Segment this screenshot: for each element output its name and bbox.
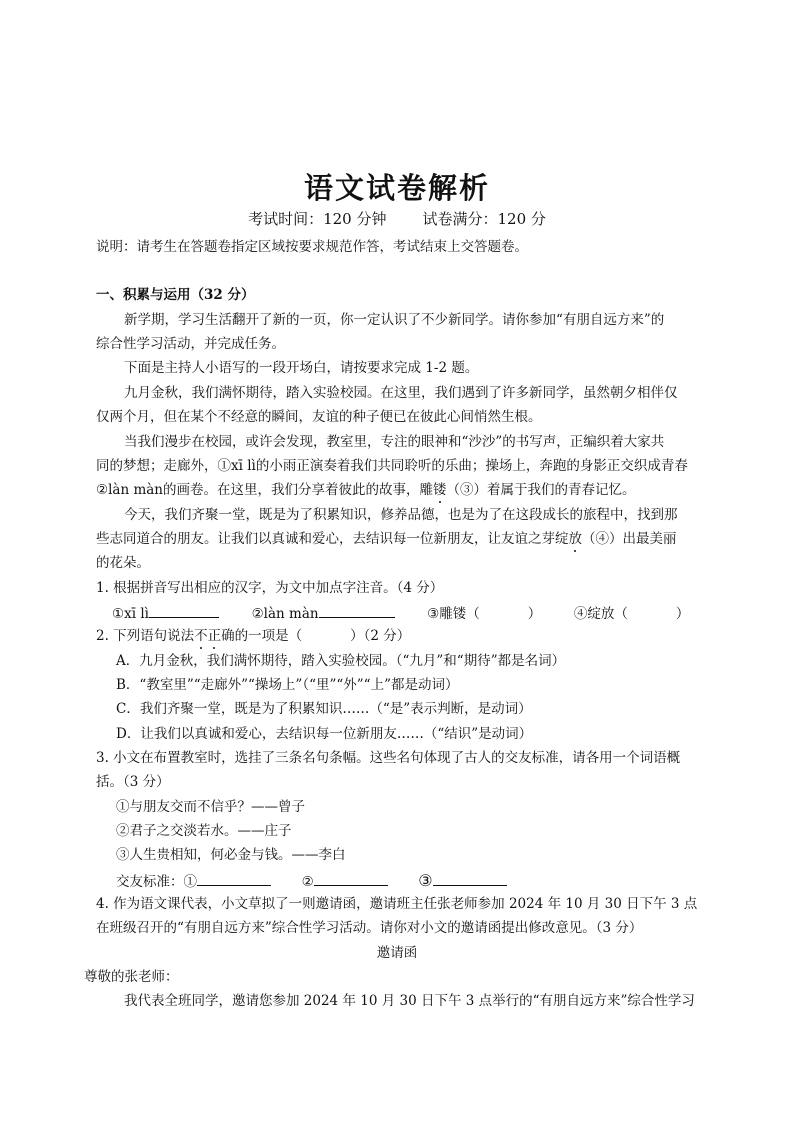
passage-text: （③）着属于我们的青春记忆。 — [446, 482, 636, 498]
answer-blank[interactable] — [314, 871, 388, 886]
quote-line: ③人生贵相知，何必金与钱。——李白 — [116, 847, 346, 863]
intro-line: 新学期，学习生活翻开了新的一页，你一定认识了不少新同学。请你参加“有朋自远方来”的 — [124, 312, 665, 328]
dotted-char: 镂 — [433, 482, 447, 498]
passage-text: ②làn màn的画卷。在这里，我们分享着彼此的故事，雕 — [96, 482, 433, 498]
exam-time: 考试时间：120 分钟 — [248, 210, 387, 228]
q3-answer-label: 交友标准：① — [116, 874, 197, 890]
letter-body: 我代表全班同学，邀请您参加 2024 年 10 月 30 日下午 3 点举行的“有朋自远方来”综合性学习 — [124, 993, 695, 1009]
question-4-stem: 在班级召开的“有朋自远方来”综合性学习活动。请你对小文的邀请函提出修改意见。（3 分） — [96, 920, 643, 936]
q1-item: ） — [675, 606, 690, 622]
q2-option-d: D．让我们以真诚和爱心，去结识每一位新朋友……（“结识”是动词） — [116, 726, 533, 742]
letter-title: 邀请函 — [376, 945, 418, 961]
exam-note: 说明：请考生在答题卷指定区域按要求规范作答，考试结束上交答题卷。 — [96, 239, 528, 255]
quote-line: ②君子之交淡若水。——庄子 — [116, 823, 292, 839]
passage-text: 些志同道合的朋友。让我们以真诚和爱心，去结识每一位新朋友，让友谊之芽绽 — [96, 531, 569, 547]
exam-meta — [0, 208, 794, 229]
quote-line: ①与朋友交而不信乎？——曾子 — [116, 799, 305, 815]
page-title: 语文试卷解析 — [303, 171, 490, 205]
q2-stem-text: 确的一项是（ — [221, 628, 303, 644]
question-3-stem: 3. 小文在布置教室时，选挂了三条名句条幅。这些名句体现了古人的交友标准，请各用一个词语概 — [96, 750, 681, 766]
q2-option-a: A．九月金秋，我们满怀期待，踏入实验校园。（“九月”和“期待”都是名词） — [116, 653, 566, 669]
q1-item: ④绽放（ — [573, 606, 628, 622]
dotted-char: 不 — [194, 628, 208, 644]
dotted-char: 正 — [207, 628, 222, 644]
passage-text: （④）出最美丽 — [582, 531, 677, 547]
passage-line: 当我们漫步在校园，或许会发现，教室里，专注的眼神和“沙沙”的书写声，正编织着大家共 — [124, 434, 665, 450]
intro-line: 下面是主持人小语写的一段开场白，请按要求完成 1-2 题。 — [124, 360, 479, 376]
passage-line: 的花朵。 — [96, 555, 150, 571]
q3-answer-3: ③ — [418, 871, 433, 890]
passage-line: 九月金秋，我们满怀期待，踏入实验校园。在这里，我们遇到了许多新同学，虽然朝夕相伴仅 — [124, 385, 678, 401]
q2-option-b: B．“教室里”“走廊外”“操场上”（“里”“外”“上”都是动词） — [116, 677, 459, 693]
question-4-stem: 4. 作为语文课代表，小文草拟了一则邀请函，邀请班主任张老师参加 2024 年 10 月 30 日下午 3 点 — [96, 896, 698, 912]
passage-line — [96, 481, 636, 499]
q1-item: ②làn màn — [251, 606, 319, 622]
exam-score: 试卷满分：120 分 — [422, 210, 546, 228]
dotted-char: 放 — [568, 531, 582, 547]
q1-item: ①xī lì — [112, 606, 149, 622]
answer-blank[interactable] — [433, 871, 507, 886]
answer-blank[interactable] — [319, 603, 395, 618]
question-1-items — [112, 603, 689, 623]
answer-blank[interactable] — [149, 603, 219, 618]
q2-stem-text: 2. 下列语句说法 — [96, 628, 195, 644]
passage-line — [96, 530, 677, 548]
section-heading: 一、积累与运用（32 分） — [96, 287, 255, 303]
question-3-stem: 括。（3 分） — [96, 774, 170, 790]
letter-salutation: 尊敬的张老师： — [84, 969, 179, 985]
question-2-stem — [96, 627, 410, 645]
q3-answer-2: ② — [301, 874, 314, 890]
q3-answer-row — [116, 871, 507, 891]
q2-stem-text: ）（2 分） — [350, 628, 411, 644]
intro-line: 综合性学习活动，并完成任务。 — [96, 336, 285, 352]
q2-option-c: C．我们齐聚一堂，既是为了积累知识……（“是”表示判断，是动词） — [116, 701, 532, 717]
passage-line: 仅两个月，但在某个不经意的瞬间，友谊的种子便已在彼此心间悄然生根。 — [96, 409, 542, 425]
answer-blank[interactable] — [197, 871, 271, 886]
q1-item: ） — [527, 606, 542, 622]
question-1-stem: 1. 根据拼音写出相应的汉字，为文中加点字注音。（4 分） — [96, 580, 444, 596]
q1-item: ③雕镂（ — [427, 606, 480, 622]
passage-line: 今天，我们齐聚一堂，既是为了积累知识，修养品德，也是为了在这段成长的旅程中，找到那 — [124, 507, 678, 523]
passage-line: 同的梦想；走廊外，①xī lì的小雨正演奏着我们共同聆听的乐曲；操场上，奔跑的身影正交织成青春 — [96, 458, 688, 474]
